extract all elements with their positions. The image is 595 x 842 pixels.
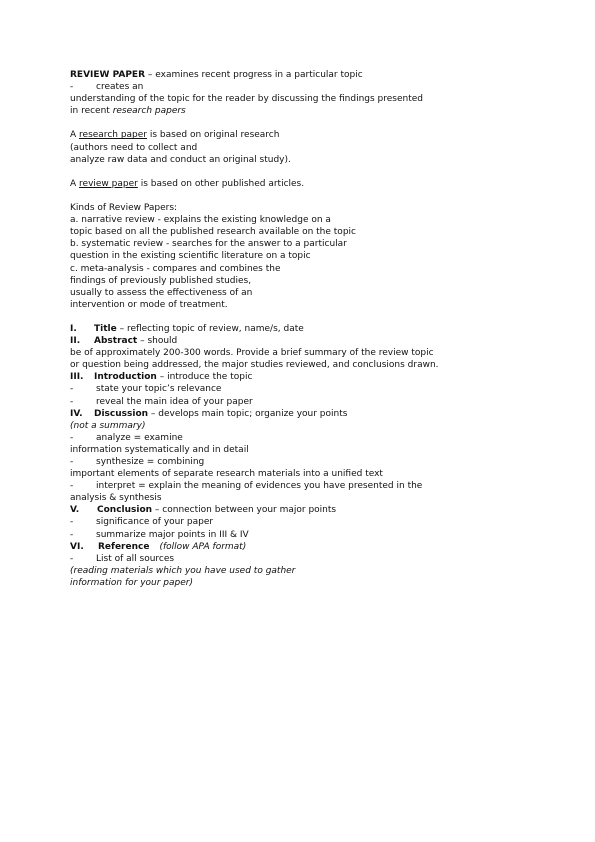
creates-line (70, 81, 570, 93)
bullet-dash: - (70, 529, 74, 540)
list-item-text: state your topic’s relevance (96, 384, 222, 395)
kinds-line: topic based on all the published research available on the topic (70, 227, 356, 238)
research-paper-term: research paper (79, 130, 148, 141)
discussion-note: (not a summary) (70, 420, 146, 431)
outline-text: – should (137, 336, 178, 347)
understanding-line: understanding of the topic for the reader by discussing the findings presented (70, 94, 423, 105)
abstract-line-2: be of approximately 200-300 words. Provide a brief summary of the review topic (70, 348, 434, 359)
outline-abstract (70, 335, 570, 347)
reference-line-3: information for your paper) (70, 577, 193, 588)
list-item (70, 432, 570, 444)
kinds-line: usually to assess the effectiveness of an (70, 287, 253, 298)
review-paper-heading: REVIEW PAPER (70, 70, 146, 80)
kinds-line: findings of previously published studies, (70, 275, 252, 286)
bullet-dash: - (70, 457, 74, 467)
outline-text: – reflecting topic of review, name/s, date (116, 323, 304, 334)
outline-label: Abstract (94, 336, 138, 347)
outline-discussion (70, 408, 570, 420)
list-item-text: List of all sources (96, 553, 175, 564)
outline-label: Reference (98, 541, 150, 552)
research-paper-line (70, 129, 570, 141)
research-paper-line-3: analyze raw data and conduct an original study). (70, 154, 291, 165)
bullet-dash: - (70, 553, 74, 564)
review-def-prefix: A (70, 178, 80, 189)
outline-label: Title (94, 323, 117, 334)
list-item-continuation: information systematically and in detail (70, 444, 249, 455)
reference-line-2: (reading materials which you have used to gather (70, 565, 296, 576)
reference-note: (follow APA format) (159, 541, 247, 552)
list-item (70, 383, 570, 395)
outline-introduction (70, 371, 570, 383)
outline-conclusion (70, 504, 570, 516)
research-paper-line-2: (authors need to collect and (70, 142, 198, 153)
creates-text: creates an (96, 82, 144, 93)
outline-label: Conclusion (97, 505, 153, 516)
list-item-text: interpret = explain the meaning of evidences you have presented in the (96, 481, 423, 492)
kinds-line: intervention or mode of treatment. (70, 299, 228, 310)
review-paper-line (70, 178, 570, 190)
kinds-title: Kinds of Review Papers: (70, 203, 178, 214)
roman-numeral: IV. (70, 408, 83, 419)
review-paper-heading-rest: – examines recent progress in a particular topic (145, 70, 363, 80)
list-item-text: reveal the main idea of your paper (96, 396, 253, 407)
list-item-text: synthesize = combining (96, 457, 205, 467)
outline-reference (70, 541, 570, 553)
kinds-line: b. systematic review - searches for the answer to a particular (70, 239, 347, 250)
list-item-text: analyze = examine (96, 432, 183, 443)
list-item (70, 480, 570, 492)
review-paper-term: review paper (79, 178, 138, 189)
kinds-line: c. meta-analysis - compares and combines the (70, 263, 281, 274)
list-item (70, 396, 570, 408)
roman-numeral: III. (70, 372, 84, 383)
list-item-continuation: analysis & synthesis (70, 493, 162, 504)
abstract-line-3: or question being addressed, the major studies reviewed, and conclusions drawn. (70, 360, 439, 371)
bullet-dash: - (70, 432, 74, 443)
outline-label: Introduction (94, 372, 157, 383)
document-body (70, 69, 570, 589)
research-paper-prefix: A (70, 130, 80, 141)
research-papers-italic: research papers (112, 106, 186, 117)
bullet-dash: - (70, 396, 74, 407)
kinds-line: a. narrative review - explains the existing knowledge on a (70, 215, 331, 226)
outline-title (70, 323, 570, 335)
bullet-dash: - (70, 384, 74, 395)
bullet-dash: - (70, 517, 74, 528)
research-paper-suffix: is based on original research (147, 130, 280, 141)
review-def-suffix: is based on other published articles. (137, 178, 305, 189)
list-item-continuation: important elements of separate research materials into a unified text (70, 469, 383, 480)
list-item (70, 456, 570, 468)
outline-label: Discussion (94, 408, 149, 419)
list-item-text: significance of your paper (96, 517, 214, 528)
bullet-dash: - (70, 481, 74, 492)
roman-numeral: I. (70, 323, 77, 334)
roman-numeral: II. (70, 336, 81, 347)
bullet-dash: - (70, 82, 74, 93)
roman-numeral: VI. (70, 541, 84, 552)
roman-numeral: V. (70, 505, 80, 516)
kinds-line: question in the existing scientific literature on a topic (70, 251, 311, 262)
outline-text: – develops main topic; organize your points (148, 408, 348, 419)
list-item-text: summarize major points in III & IV (96, 529, 249, 540)
outline-text: – introduce the topic (156, 372, 253, 383)
review-paper-definition (70, 69, 570, 81)
outline-text: – connection between your major points (152, 505, 337, 516)
recent-text: in recent (70, 106, 113, 117)
list-item (70, 516, 570, 528)
recent-line (70, 105, 570, 117)
list-item (70, 553, 570, 565)
list-item (70, 529, 570, 541)
